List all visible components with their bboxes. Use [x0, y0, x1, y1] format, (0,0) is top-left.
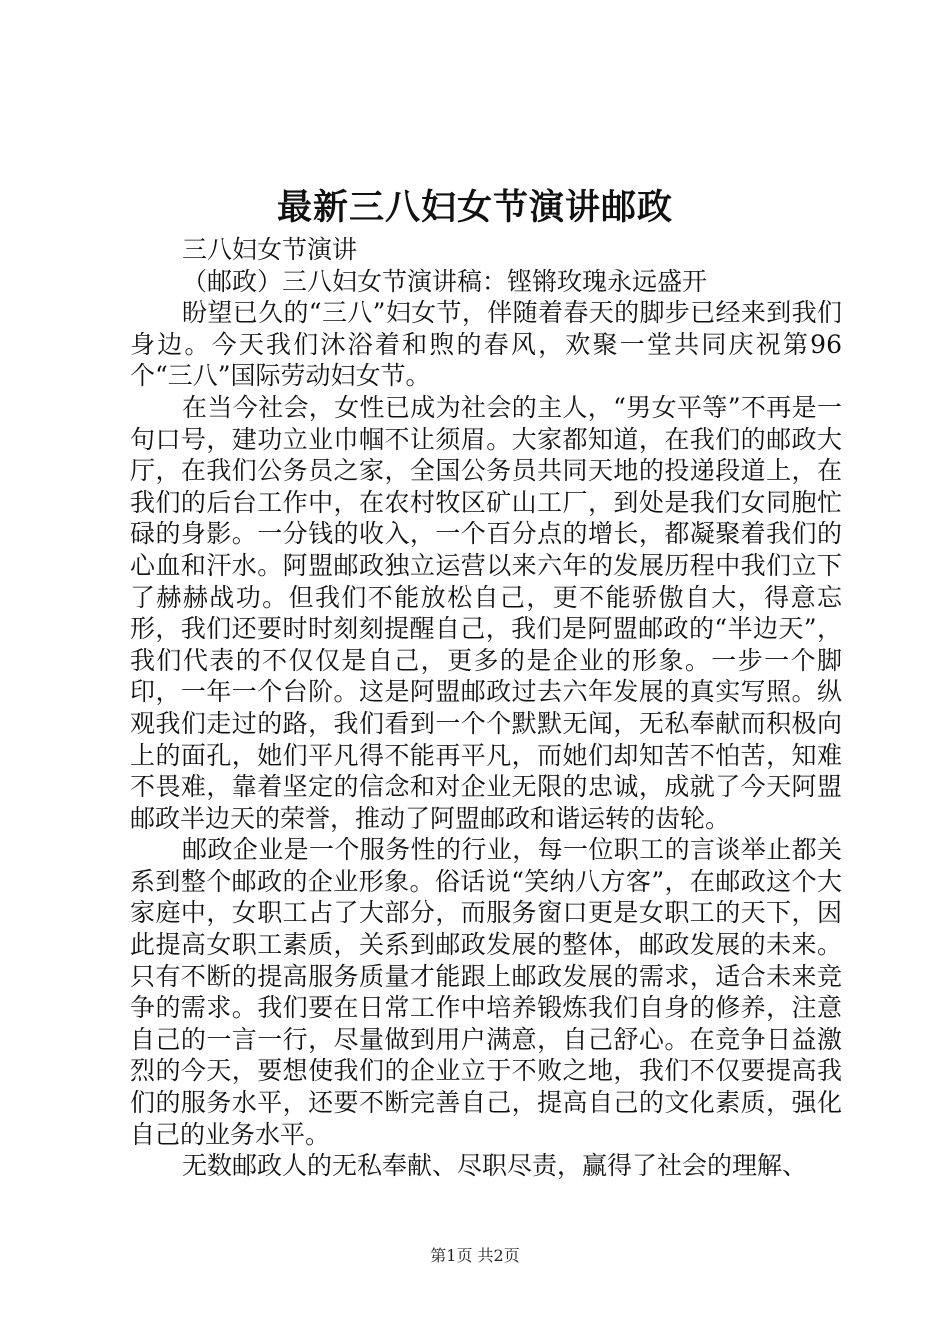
paragraph-intro: 盼望已久的“三八”妇女节，伴随着春天的脚步已经来到我们身边。今天我们沐浴着和煦的春风，欢聚一堂共同庆祝第96个“三八”国际劳动妇女节。	[130, 298, 842, 391]
paragraph-body-3: 无数邮政人的无私奉献、尽职尽责，赢得了社会的理解、	[182, 1151, 808, 1181]
paragraph-body-1: 在当今社会，女性已成为社会的主人，“男女平等”不再是一句口号，建功立业巾帼不让须眉。大家都知道，在我们的邮政大厅，在我们公务员之家，全国公务员共同天地的投递段道上，在我们的后台工作中，在农村牧区矿山工厂，到处是我们女同胞忙碌的身影。一分钱的收入，一个百分点的增长，都凝聚着我们的心血和汗水。阿盟邮政独立运营以来六年的发展历程中我们立下了赫赫战功。但我们不能放松自己，更不能骄傲自大，得意忘形，我们还要时时刻刻提醒自己，我们是阿盟邮政的“半边天”，我们代表的不仅仅是自己，更多的是企业的形象。一步一个脚印，一年一个台阶。这是阿盟邮政过去六年发展的真实写照。纵观我们走过的路，我们看到一个个默默无闻，无私奉献而积极向上的面孔，她们平凡得不能再平凡，而她们却知苦不怕苦，知难不畏难，靠着坚定的信念和对企业无限的忠诚，成就了今天阿盟邮政半边天的荣誉，推动了阿盟邮政和谐运转的齿轮。	[130, 392, 842, 833]
document-body	[130, 234, 842, 1182]
document-title: 最新三八妇女节演讲邮政	[276, 187, 673, 228]
paragraph-heading: 三八妇女节演讲	[182, 235, 358, 264]
paragraph-subtitle: （邮政）三八妇女节演讲稿：铿锵玫瑰永远盛开	[182, 266, 708, 296]
paragraph-body-2: 邮政企业是一个服务性的行业，每一位职工的言谈举止都关系到整个邮政的企业形象。俗话说“笑纳八方客”，在邮政这个大家庭中，女职工占了大部分，而服务窗口更是女职工的天下，因此提高女职工素质，关系到邮政发展的整体，邮政发展的未来。只有不断的提高服务质量才能跟上邮政发展的需求，适合未来竞争的需求。我们要在日常工作中培养锻炼我们自身的修养，注意自己的一言一行，尽量做到用户满意，自己舒心。在竞争日益激烈的今天，要想使我们的企业立于不败之地，我们不仅要提高我们的服务水平，还要不断完善自己，提高自己的文化素质，强化自己的业务水平。	[130, 835, 842, 1149]
page-footer: 第1页 共2页	[430, 1246, 520, 1265]
